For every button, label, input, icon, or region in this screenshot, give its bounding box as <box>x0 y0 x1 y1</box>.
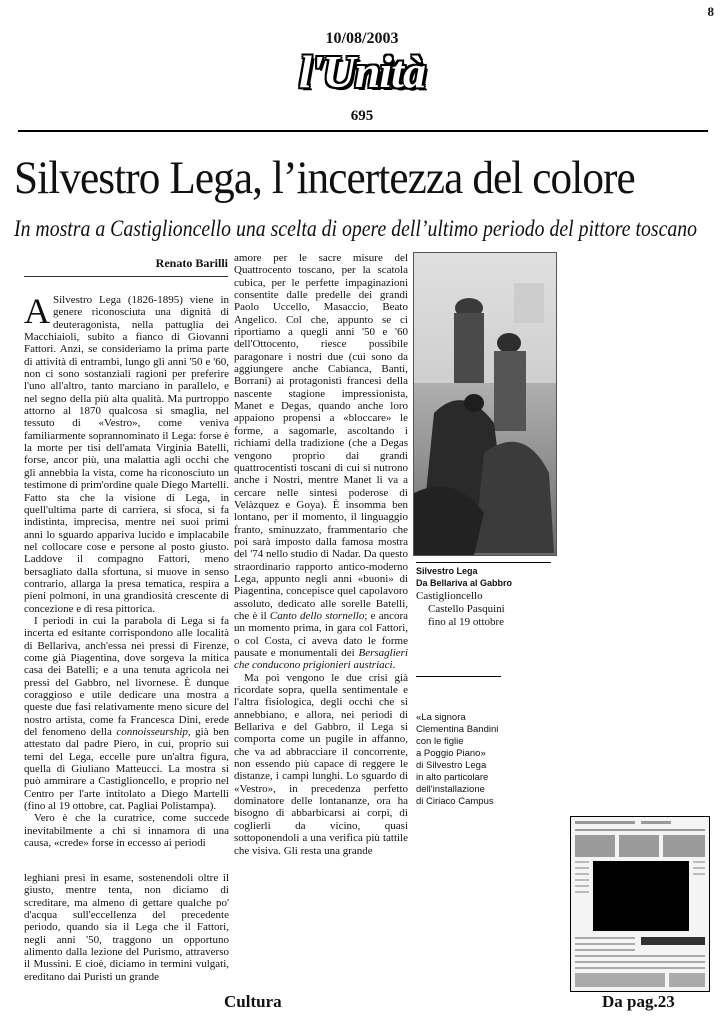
caption-rule <box>416 562 551 563</box>
painting-photo <box>413 252 557 556</box>
exhibition-artist: Silvestro Lega <box>416 566 478 576</box>
caption-line: di Silvestro Lega <box>416 760 487 771</box>
issue-number: 695 <box>350 108 374 124</box>
paragraph-2: I periodi in cui la parabola di Lega si fa incerta ed esitante corrispondono alle località di Bellariva, anch'essa nei pressi di Firenze, come già Piagentina, dove sorgeva la mitica casa dei Batelli; e a una tenuta agricola nei pressi del Gabbro, nel livornese. È dunque coraggioso e utile dedicare una mostra a queste due fasi relativamente meno sicure del nostro artista, come fa Francesca Dini, erede del fenomeno della <box>24 614 229 739</box>
article-author: Renato Barilli <box>155 256 228 270</box>
photo-caption <box>416 712 556 808</box>
exhibition-dates: fino al 19 ottobre <box>428 616 505 628</box>
paragraph-3-cont: leghiani presi in esame, sostenendoli oltre il giusto, mentre tenta, non diciamo di screditare, ma almeno di gettare qualche po' d'acqua sull'eccellenza del precedente periodo, quando sia il Lega che il Fattori, negli anni '50, traggono un opportuno alimento dalla lezione del Purismo, attraverso il Mussini. E cioè, diciamo in termini vulgati, ereditano dai Puristi un grande <box>24 872 229 983</box>
col2-paragraph-2: Ma poi vengono le due crisi già ricordate sopra, quella sentimentale e l'altra fisiologica, degli occhi che si annebbiano, e allora, nei periodi di Bellariva e del Gabbro, il Lega si comporta come un pugile in affanno, che va ad abbracciare il concorrente, non essendo più capace di reggere le distanze, i campi lunghi. Lo sguardo di «Vestro», in precedenza perfetto dominatore delle lontananze, ora ha bisogno di abbarbicarsi ai corpi, di coglierli da vicino, quasi sottoponendoli a una verifica più tattile che visiva. Gli resta una grande <box>234 671 408 857</box>
article-column-1-continued <box>24 872 229 982</box>
exhibition-info <box>416 590 556 629</box>
painting-illustration <box>414 253 556 555</box>
paragraph-1: Silvestro Lega (1826-1895) viene in genere riconosciuta una dignità di deuteragonista, nella pattuglia dei Macchiaioli, subito a fianco di Giovanni Fattori. Anzi, se consideriamo la prima parte di attività di entrambi, lungo gli anni '50 e '60, non ci sono sostanziali ragioni per preferire l'uno all'altro, tanto marciano in parallelo, e nel segno della più alta qualità. Ma purtroppo attorno al 1870 qualcosa si smaglia, nel tessuto di «Vestro», come veniva familiarmente soprannominato il Lega: forse è la morte per tisi dell'amata Virginia Batelli, forse, ancor più, una malattia agli occhi che gli annebbia la vista, come ha riconosciuto un testimone di prim'ordine quale Diego Martelli. Fatto sta che la visione di Lega, in quell'ultima parte di carriera, si sfoca, si fa indistinta, imprecisa, mentre nei suoi primi anni lo sguardo appariva lucido e implacabile nel collocare cose e persone al posto giusto. Laddove il compagno Fattori, meno bersagliato dalla sfortuna, si muove in senso contrario, allarga la presa tematica, respira a pieni polmoni, in una grandiosità crescente di concezione e di resa pittorica. <box>24 294 229 615</box>
source-page-label: Da pag.23 <box>602 992 675 1011</box>
page-thumbnail <box>570 816 710 992</box>
caption-line: con le figlie <box>416 736 464 747</box>
newspaper-logo: l'Unità <box>299 46 425 97</box>
drop-cap: A <box>24 291 50 331</box>
caption-line: a Poggio Piano» <box>416 748 486 759</box>
col2-paragraph-1: amore per le sacre misure del Quattrocento toscano, per la scatola cubica, per le perfette impaginazioni consentite dalle predelle dei grandi Paolo Uccello, Masaccio, Beato Angelico. Col che, appunto se ci riportiamo a quegli anni '50 e '60 dell'Ottocento, riesce possibile paragonare i nostri due (cui sono da aggiungere anche Cabianca, Banti, Borrani) ai protagonisti francesi della nascente stagione impressionista, Manet e Degas, quando anche loro appaiono propensi a «bloccare» le forme, a sagomarle, ascoltando i richiami della tradizione (che a Degas vengono proprio dai grandi quattrocentisti toscani di cui si nutrono anche i Nostri, mentre Manet li va a cercare nelle sintesi poderose di Velàzquez e Goya). È insomma ben lontano, per il momento, il linguaggio franto, sminuzzato, frammentario che poi sarà imposto dalla famosa mostra del '74 nello studio di Nadar. Da questo straordinario rapporto antico-moderno Lega, appunto negli anni «buoni» di Piagentina, concepisce quel capolavoro assoluto, dedicato alle sorelle Batelli, che è il <box>234 252 408 622</box>
col2-italic-title-1: Canto dello stornello <box>269 609 365 622</box>
caption-line: in alto particolare <box>416 772 489 783</box>
author-divider <box>24 276 228 277</box>
page-thumbnail-image <box>571 817 709 991</box>
col2-paragraph-1-end: . <box>392 659 396 672</box>
col2-paragraph-1-mid: ; e ancora un momento prima, in gara col Fattori, o col Costa, ci aveva dato le forme pausate e monumentali dei <box>234 609 409 659</box>
exhibition-venue: Castello Pasquini <box>428 603 505 615</box>
masthead-rule <box>18 130 708 132</box>
caption-line: Clementina Bandini <box>416 724 499 735</box>
caption-line: dell'installazione <box>416 784 485 795</box>
page-number: 8 <box>707 4 714 19</box>
caption-line: «La signora <box>416 712 466 723</box>
caption-line: di Ciriaco Campus <box>416 796 494 807</box>
paragraph-2-italic: connoisseurship <box>116 726 188 739</box>
caption-rule-2 <box>416 676 501 677</box>
col2-italic-title-2: Bersaglieri che conducono prigionieri austriaci <box>234 647 409 672</box>
section-label: Cultura <box>224 992 282 1011</box>
paragraph-3: Vero è che la curatrice, come succede inevitabilmente a chi si innamora di una causa, «crede» forse in eccesso ai periodi <box>24 812 229 850</box>
article-subtitle: In mostra a Castiglioncello una scelta di opere dell’ultimo periodo del pittore toscano <box>14 216 698 241</box>
article-headline: Silvestro Lega, l’incertezza del colore <box>14 152 635 204</box>
exhibition-place: Castiglioncello <box>416 590 483 602</box>
exhibition-name: Da Bellariva al Gabbro <box>416 578 513 588</box>
issue-date: 10/08/2003 <box>325 30 399 47</box>
article-column-1 <box>24 291 229 864</box>
paragraph-2-end: , già ben attestato dal padre Piero, in cui, proprio sui temi del Lega, eccelle pure un'altra figura, quella di Giuliano Matteucci. La mostra si può ammirare a Castiglioncello, e proprio nel Centro per l'arte intitolato a Diego Martelli (fino al 19 ottobre, cat. Pagliai Polistampa). <box>24 726 229 813</box>
exhibition-title <box>416 565 556 589</box>
article-column-2 <box>234 252 409 857</box>
